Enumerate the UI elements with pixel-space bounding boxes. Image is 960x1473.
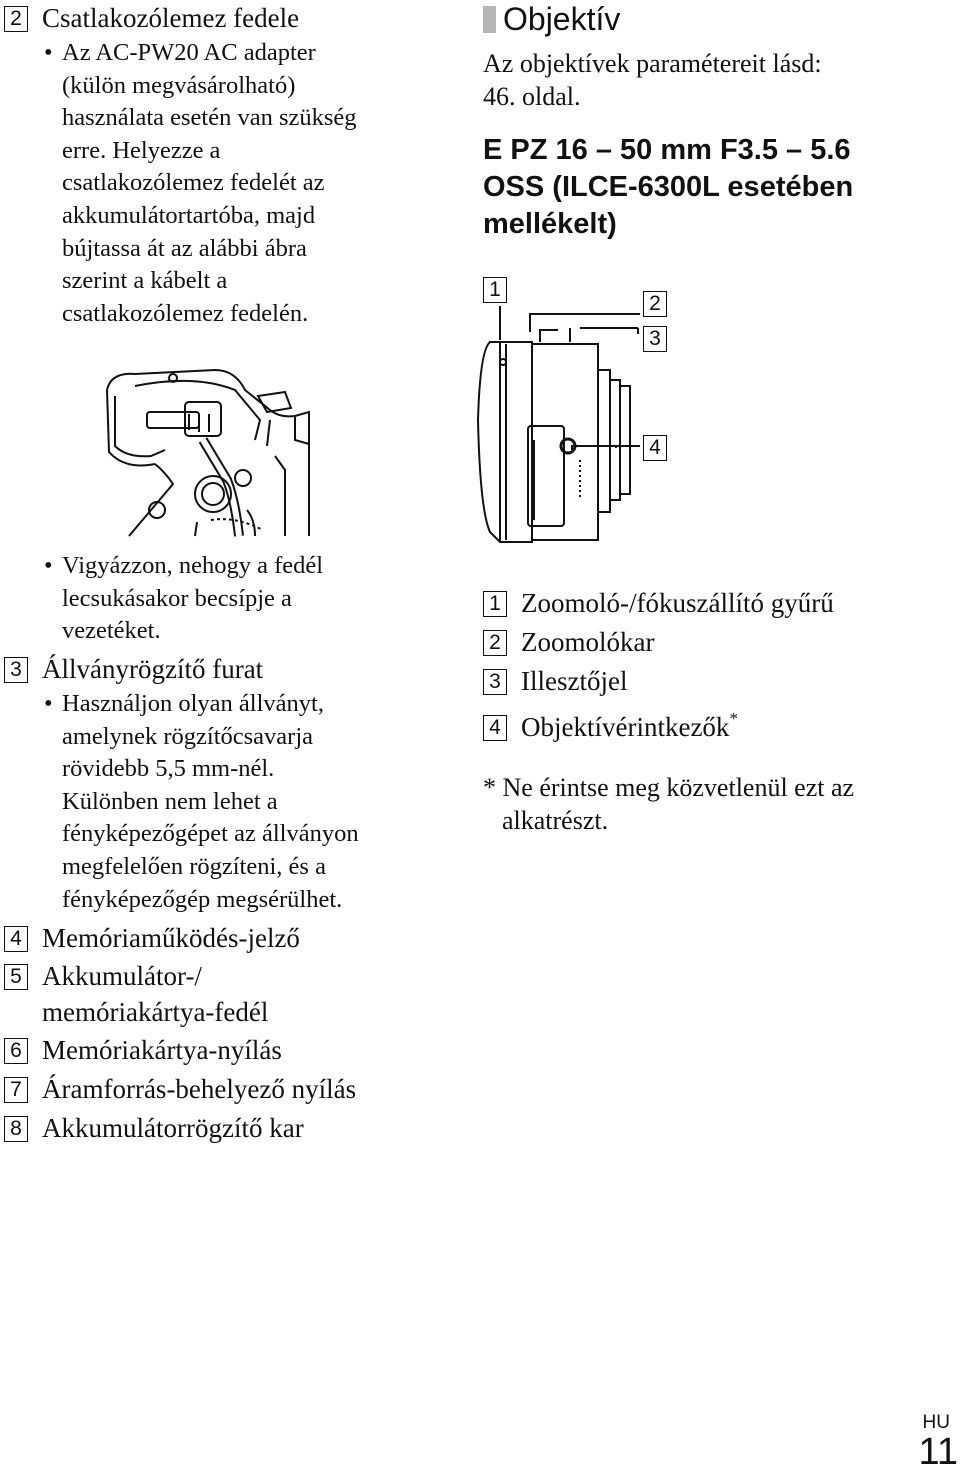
lens-intro: Az objektívek paramétereit lásd: 46. oldal.: [483, 49, 822, 111]
section-title-objektiv: Objektív: [483, 0, 620, 38]
item-7-heading: 7 Áramforrás-behelyező nyílás: [4, 1073, 356, 1105]
item-number-box: 4: [4, 926, 28, 952]
bullet-icon: •: [44, 552, 53, 579]
item-number-box: 1: [483, 591, 507, 617]
item-3-bullet: • Használjon olyan állványt, amelynek rögzítőcsavarja rövidebb 5,5 mm-nél. Különben nem lehet a fényképezőgépet az állványon megfelelően rögzíteni, és a fényképezőgép megsérülhet.: [44, 690, 359, 913]
language-code: HU: [922, 1412, 950, 1433]
lens-illustration: [470, 270, 710, 555]
bullet-icon: •: [44, 690, 53, 717]
footnote: * Ne érintse meg közvetlenül ezt az alkatrészt.: [483, 773, 855, 835]
item-number-box: 2: [483, 630, 507, 656]
section-marker-icon: [483, 6, 496, 33]
camera-terminal-cover-illustration: [95, 360, 320, 540]
item-8-heading: 8 Akkumulátorrögzítő kar: [4, 1112, 304, 1144]
page-number: 11: [918, 1431, 958, 1473]
item-2-heading: 2 Csatlakozólemez fedele: [4, 2, 299, 34]
lens-part-1: 1 Zoomoló-/fókuszállító gyűrű: [483, 587, 834, 619]
figure-label-4: 4: [643, 435, 667, 461]
item-number-box: 3: [483, 669, 507, 695]
item-number-box: 7: [4, 1077, 28, 1103]
item-number-box: 8: [4, 1116, 28, 1142]
figure-label-1: 1: [483, 277, 507, 303]
item-number-box: 5: [4, 964, 28, 990]
item-number-box: 2: [4, 6, 28, 32]
item-6-heading: 6 Memóriakártya-nyílás: [4, 1034, 282, 1066]
caution-bullet: • Vigyázzon, nehogy a fedél lecsukásakor becsípje a vezetéket.: [44, 552, 324, 645]
item-number-box: 6: [4, 1038, 28, 1064]
item-2-bullet: • Az AC-PW20 AC adapter (külön megvásárolható) használata esetén van szükség erre. Helyezze a csatlakozólemez fedelét az akkumulátortartóba, majd bújtassa át az alábbi ábra szerint a kábelt a csatlakozólemez fedelén.: [44, 39, 357, 327]
footnote-marker: *: [729, 709, 738, 728]
bullet-icon: •: [44, 39, 53, 66]
item-3-heading: 3 Állványrögzítő furat: [4, 653, 263, 685]
lens-part-3: 3 Illesztőjel: [483, 665, 627, 697]
item-4-heading: 4 Memóriaműködés-jelző: [4, 922, 300, 954]
figure-label-2: 2: [643, 291, 667, 317]
item-number-box: 4: [483, 715, 507, 741]
item-5-heading: 5 Akkumulátor-/: [4, 960, 202, 992]
item-number-box: 3: [4, 657, 28, 683]
figure-label-3: 3: [643, 326, 667, 352]
lens-model-title: E PZ 16 – 50 mm F3.5 – 5.6 OSS (ILCE-6300L esetében mellékelt): [483, 134, 854, 240]
lens-part-4: 4 Objektívérintkezők*: [483, 703, 738, 743]
lens-part-2: 2 Zoomolókar: [483, 626, 654, 658]
item-5-continuation: memóriakártya-fedél: [42, 997, 269, 1027]
